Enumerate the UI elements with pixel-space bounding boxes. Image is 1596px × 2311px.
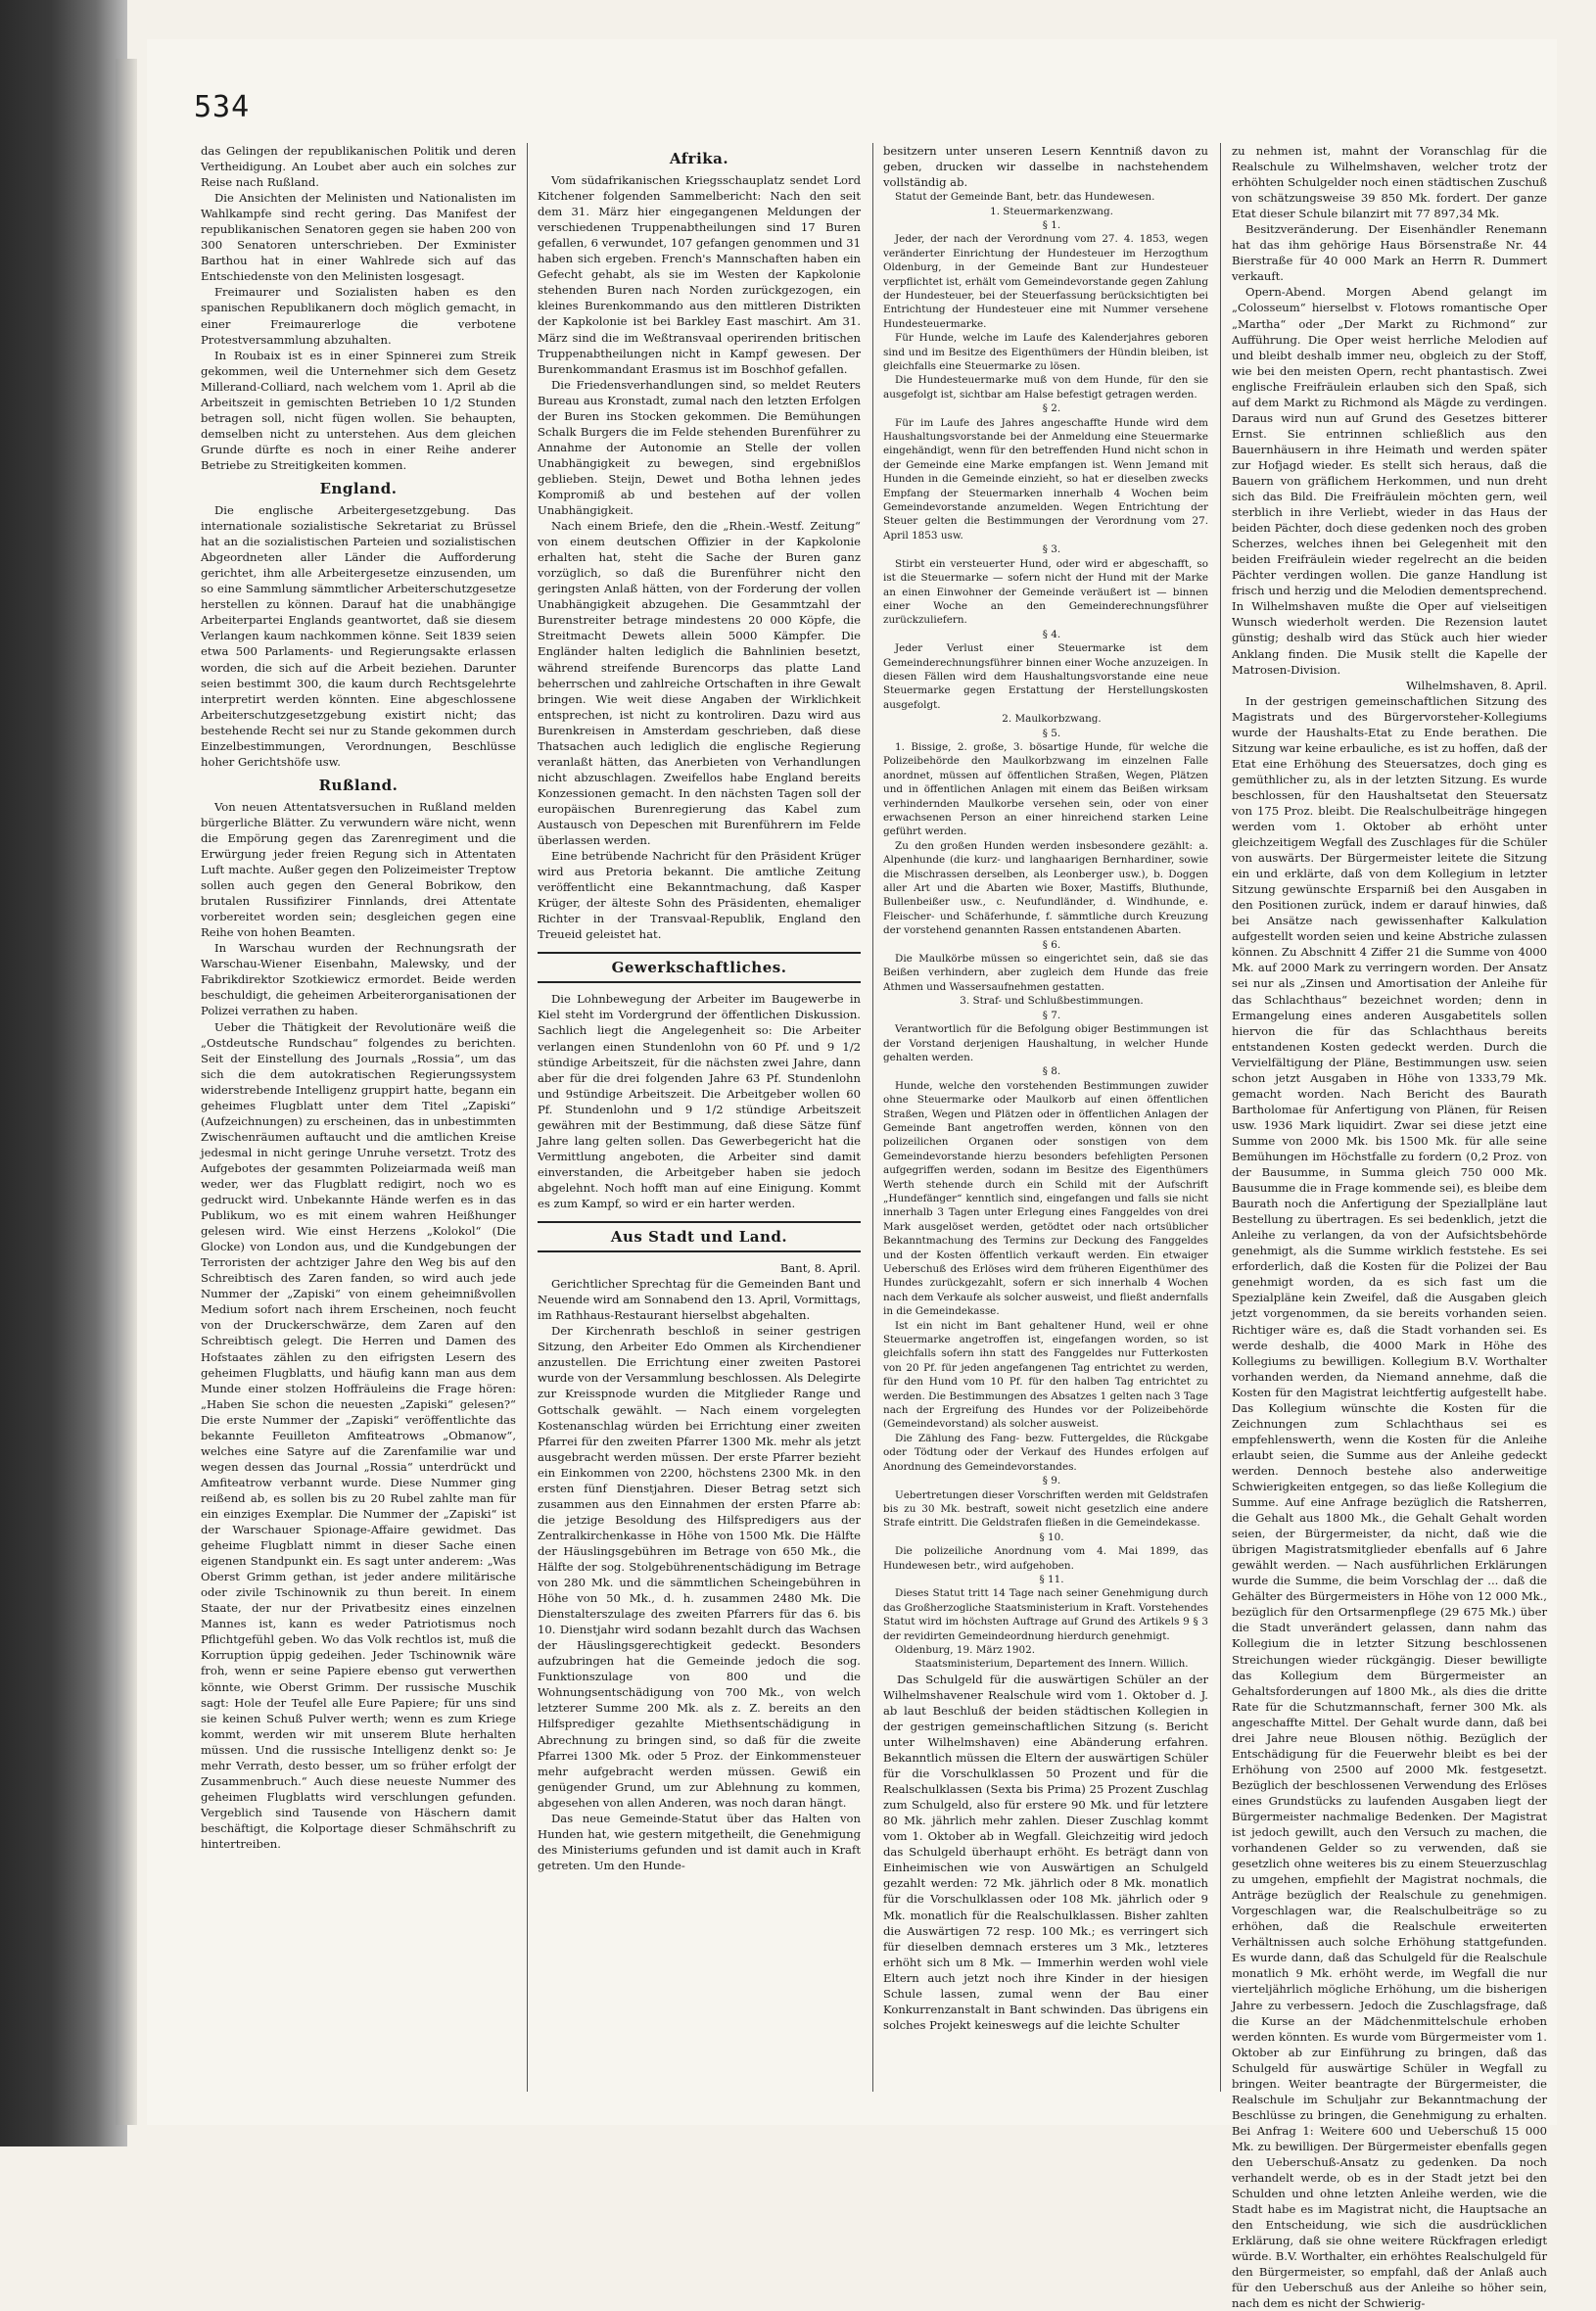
- statute-paragraph: 1. Bissige, 2. große, 3. bösartige Hunde, für welche die Polizeibehörde den Maulkorbzwang im einzelnen Falle anordnet, müssen auf öffentlichen Straßen, Wegen, Plätzen und in öffentlichen Anlagen mit einem das Beißen wirksam verhindernden Maulkorbe versehen sein, oder von einer erwachsenen Person an einer hinreichend starken Leine geführt werden.: [883, 740, 1208, 838]
- article-paragraph: Die englische Arbeitergesetzgebung. Das internationale sozialistische Sekretariat zu Brüssel hat an die sozialistischen Parteien und sozialistischen Abgeordneten aller Länder die Aufforderung gerichtet, ihm alle Arbeitergesetze einzusenden, um so eine Sammlung sämmtlicher Arbeiterschutzgesetze herstellen zu können. Darauf hat die unabhängige Arbeiterpartei Englands geantwortet, daß sie diesem Verlangen kaum nachkommen könne. Seit 1839 seien etwa 500 Parlaments- und Regierungsakte erlassen worden, die sich auf die Arbeit beziehen. Darunter seien bestimmt 300, die kaum durch Rechtsgelehrte interpretirt werden könnten. Eine abgeschlossene Arbeiterschutzgesetzgebung existirt nicht; das bestehende Recht sei nur zu Stande gekommen durch Einzelbestimmungen, Verordnungen, Beschlüsse hoher Gerichtshöfe usw.: [201, 503, 516, 769]
- article-paragraph: das Gelingen der republikanischen Politik und deren Vertheidigung. An Loubet aber auch ein solches zur Reise nach Rußland.: [201, 144, 516, 190]
- statute-heading: 3. Straf- und Schlußbestimmungen.: [960, 995, 1144, 1008]
- article-paragraph: Die Lohnbewegung der Arbeiter im Baugewerbe in Kiel steht im Vordergrund der öffentlichen Diskussion. Sachlich liegt die Angelegenheit so: Die Arbeiter verlangen einen Stundenlohn von 60 Pf. und 9 1/2 stündige Arbeitszeit, für die nächsten zwei Jahre, dann aber für die drei folgenden Jahre 63 Pf. Stundenlohn und 9stündige Arbeitszeit. Die Arbeitgeber wollen 60 Pf. Stundenlohn und 9 1/2 stündige Arbeitszeit gewähren mit der Bestimmung, daß diese Sätze fünf Jahre lang gelten sollen. Das Gewerbegericht hat die Vermittlung angeboten, die Arbeiter sind damit einverstanden, die Arbeitgeber haben sie jedoch abgelehnt. Noch hofft man auf eine Einigung. Kommt es zum Kampf, so wird er ein harter werden.: [538, 992, 861, 1210]
- column-rule: [872, 143, 873, 2092]
- statute-heading: Staatsministerium, Departement des Innern. Willich.: [915, 1658, 1189, 1671]
- section-heading: Gewerkschaftliches.: [611, 959, 787, 977]
- statute-heading: § 1.: [1042, 218, 1061, 231]
- page-number: 534: [194, 90, 251, 124]
- statute-paragraph: Hunde, welche den vorstehenden Bestimmungen zuwider ohne Steuermarke oder Maulkorb auf einen öffentlichen Straßen, Wegen und Plätzen oder in öffentlichen Anlagen der Gemeinde Bant angetroffen werden, können von den polizeilichen Organen oder sonstigen von dem Gemeindevorstande hierzu besonders befehligten Personen aufgegriffen werden, sodann im Besitze des Eigenthümers Werth stehende durch ein Schild mit der Aufschrift „Hundefänger“ kenntlich sind, eingefangen und falls sie nicht innerhalb 3 Tagen unter Erlegung eines Fanggeldes von drei Mark ausgelöset werden, getödtet oder nach ortsüblicher Bekanntmachung des Termins zur Deckung des Fanggeldes und der Kosten öffentlich verkauft werden. Ein etwaiger Ueberschuß des Erlöses wird dem früheren Eigenthümer des Hundes zurückgezahlt, sofern er sich innerhalb 4 Wochen nach dem Verkaufe als solcher ausweist, und fließt andernfalls in die Gemeindekasse.: [883, 1079, 1208, 1318]
- statute-paragraph: Die Hundesteuermarke muß von dem Hunde, für den sie ausgefolgt ist, sichtbar am Halse befestigt getragen werden.: [883, 374, 1208, 401]
- statute-paragraph: Jeder, der nach der Verordnung vom 27. 4. 1853, wegen veränderter Einrichtung der Hundesteuer im Herzogthum Oldenburg, in der Gemeinde Bant zur Hundesteuer verpflichtet ist, erhält vom Gemeindevorstande gegen Zahlung der Hundesteuer, bei der Steuerfassung berücksichtigten bei Entrichtung der Hundesteuer eine mit Nummer versehene Hundesteuermarke.: [883, 233, 1208, 330]
- statute-paragraph: Stirbt ein versteuerter Hund, oder wird er abgeschafft, so ist die Steuermarke — sofern nicht der Hund mit der Marke an einen Einwohner der Gemeinde veräußert ist — binnen einer Woche an den Gemeinderechnungsführer zurückzuliefern.: [883, 557, 1208, 627]
- statute-paragraph: Dieses Statut tritt 14 Tage nach seiner Genehmigung durch das Großherzogliche Staatsministerium in Kraft. Vorstehendes Statut wird im höchsten Auftrage auf Grund des Artikels 9 § 3 der revidirten Gemeindeordnung hierdurch genehmigt.: [883, 1587, 1208, 1642]
- newspaper-page: [147, 39, 1557, 2311]
- article-paragraph: Gerichtlicher Sprechtag für die Gemeinden Bant und Neuende wird am Sonnabend den 13. April, Vormittags, im Rathhaus-Restaurant hierselbst abgehalten.: [538, 1277, 861, 1323]
- book-binding: [0, 0, 127, 2146]
- article-paragraph: Das neue Gemeinde-Statut über das Halten von Hunden hat, wie gestern mitgetheilt, die Genehmigung des Ministeriums gefunden und ist damit auch in Kraft getreten. Um den Hunde-: [538, 1811, 861, 1872]
- section-header-box: [538, 1221, 861, 1252]
- section-heading: Afrika.: [669, 150, 729, 167]
- statute-heading: § 4.: [1042, 628, 1061, 640]
- column-rule: [527, 143, 528, 2092]
- dateline: Wilhelmshaven, 8. April.: [1406, 678, 1547, 692]
- statute-heading: 1. Steuermarkenzwang.: [990, 205, 1113, 217]
- article-paragraph: Die Friedensverhandlungen sind, so meldet Reuters Bureau aus Kronstadt, zumal nach den letzten Erfolgen der Buren ins Stocken gekommen. Die Bemühungen Schalk Burgers die im Felde stehenden Burenführer zu Annahme der Autonomie an Stelle der vollen Unabhängigkeit zu bewegen, sind ergebnißlos geblieben. Steijn, Dewet und Botha lehnen jedes Kompromiß ab und bestehen auf der vollen Unabhängigkeit.: [538, 377, 861, 518]
- statute-block: [883, 190, 1208, 1672]
- article-paragraph: Nach einem Briefe, den die „Rhein.-Westf. Zeitung“ von einem deutschen Offizier in der Kapkolonie erhalten hat, steht die Sache der Buren ganz vorzüglich, so daß die Burenführer nicht den geringsten Anlaß hätten, von der Forderung der vollen Unabhängigkeit abzugehen. Die Gesammtzahl der Burenstreiter betrage mindestens 20 000 Köpfe, die Streitmacht Dewets allein 5000 Kämpfer. Die Engländer halten lediglich die Bahnlinien besetzt, während streifende Burencorps das platte Land beherrschen und zahlreiche Ortschaften in ihre Gewalt bringen. Wie weit diese Angaben der Wirklichkeit entsprechen, ist nicht zu kontroliren. Dazu wird aus Burenkreisen in Amsterdam geschrieben, daß diese Thatsachen auch lediglich die englische Regierung veranlaßt hätten, das Anerbieten von Verhandlungen nicht abzuschlagen. Zweifellos habe England bereits Konzessionen gemacht. In den nächsten Tagen soll der europäischen Burenregierung das Kabel zum Austausch von Depeschen mit Burenführern im Felde überlassen werden.: [538, 519, 861, 848]
- statute-paragraph: Oldenburg, 19. März 1902.: [895, 1643, 1036, 1656]
- article-paragraph: Ueber die Thätigkeit der Revolutionäre weiß die „Ostdeutsche Rundschau“ folgendes zu berichten. Seit der Einstellung des Journals „Rossia“, um das sich die dem autokratischen Regierungssystem widerstrebende Intelligenz gruppirt hatte, begann ein geheimes Flugblatt unter dem Titel „Zapiski“ (Aufzeichnungen) zu erscheinen, das in unbestimmten Zwischenräumen auftaucht und die amtlichen Kreise jedesmal in nicht geringe Unruhe versetzt. Trotz des Aufgebotes der gesammten Polizeiarmada weiß man weder, wer das Flugblatt redigirt, noch wo es gedruckt wird. Unbekannte Hände werfen es in das Publikum, wo es mit einem wahren Heißhunger gelesen wird. Wie einst Herzens „Kolokol“ (Die Glocke) von London aus, und die Kundgebungen der Terroristen der achtziger Jahre den Weg bis auf den Schreibtisch des Zaren fanden, so wird auch jede Nummer der „Zapiski“ von einem geheimnißvollen Medium sofort nach ihrem Erscheinen, noch feucht von der Druckerschwärze, dem Zaren auf den Schreibtisch gelegt. Die Herren und Damen des Hofstaates zählen zu den eifrigsten Lesern des geheimen Flugblatts, und häufig kann man aus dem Munde einer stolzen Hoffräuleins die Frage hören: „Haben Sie schon die neuesten „Zapiski“ gelesen?“ Die erste Nummer der „Zapiski“ veröffentlichte das bekannte Feuilleton Amfiteatrows „Obmanow“, welches eine Satyre auf die Zarenfamilie war und wegen dessen das Journal „Rossia“ unterdrückt und Amfiteatrow verbannt wurde. Diese Nummer ging reißend ab, es sollen bis zu 20 Rubel zahlte man für ein einziges Exemplar. Die Nummer der „Zapiski“ ist der Warschauer Spionage-Affaire gewidmet. Das geheime Flugblatt nimmt in dieser Sache einen eigenen Standpunkt ein. Es sagt unter anderem: „Was Oberst Grimm gethan, ist jeder andere militärische oder zivile Tschinownik zu thun bereit. In einem Staate, der nur der Privatbesitz eines einzelnen Mannes ist, kann es weder Patriotismus noch Pflichtgefühl geben. Wo das Volk rechtlos ist, muß die Korruption üppig gedeihen. Jeder Tschinownik wäre froh, wenn er seine Papiere ebenso gut verwerthen könnte, wie Oberst Grimm. Der russische Muschik sagt: Hole der Teufel alle Eure Papiere; für uns sind sie keinen Schuß Pulver werth; wenn es zum Kriege kommt, werden wir mit unserem Blute herhalten müssen. Und die russische Intelligenz denkt so: Je mehr Verrath, desto besser, um so früher erfolgt der Zusammenbruch.“ Auch diese neueste Nummer des geheimen Flugblatts wird verschlungen gefunden. Vergeblich sind Tausende von Häschern damit beschäftigt, die Kolportage dieser Schmähschrift zu hintertreiben.: [201, 1019, 516, 1851]
- article-paragraph: Von neuen Attentatsversuchen in Rußland melden bürgerliche Blätter. Zu verwundern wäre nicht, wenn die Empörung gegen das Zarenregiment und die Erwürgung jeder freien Regung sich in Attentaten Luft machte. Außer gegen den Polizeimeister Treptow sollen auch gegen den General Bobrikow, den brutalen Russifizirer Finnlands, drei Attentate vorbereitet worden sein; desgleichen gegen eine Reihe von hohen Beamten.: [201, 799, 516, 940]
- statute-paragraph: Jeder Verlust einer Steuermarke ist dem Gemeinderechnungsführer binnen einer Woche anzuzeigen. In diesen Fällen wird dem Haushaltungsvorstande eine neue Steuermarke gegen Erstattung der Herstellungskosten ausgefolgt.: [883, 642, 1208, 711]
- article-paragraph: In der gestrigen gemeinschaftlichen Sitzung des Magistrats und des Bürgervorsteher-Kollegiums wurde der Haushalts-Etat zu Ende berathen. Die Sitzung war keine erbauliche, es ist zu hoffen, daß der Etat eine Erhöhung des Steuersatzes, doch ging es gemüthlicher zu, als in der letzten Sitzung. Es wurde beschlossen, für den Haushaltsetat den Steuersatz von 175 Proz. bleibt. Die Realschulbeiträge hingegen werden vom 1. Oktober ab erhöht unter gleichzeitigem Wegfall des Zuschlages für die Schüler von auswärts. Der Bürgermeister leitete die Sitzung ein und erklärte, daß von dem Kollegium in letzter Sitzung gewünschte Ersparniß bei den Ausgaben in den Positionen zurück, indem er darauf hinwies, daß bei Ansätze nach gewissenhafter Kalkulation aufgestellt worden seien und keine Abstriche zulassen können. Zu Abschnitt 4 Ziffer 21 die Summe von 4000 Mk. auf 2000 Mark zu verringern worden. Der Ansatz sei nur als „Zinsen und Amortisation der Anleihe für das Schlachthaus“ bezeichnet worden; denn in Ermangelung eines anderen Ausgabetitels sollen hiervon die für das Schlachthaus bereits entstandenen Kosten gedeckt werden. Durch die Vervielfältigung der Pläne, Bestimmungen usw. seien schon jetzt Ausgaben in Höhe von 1333,79 Mk. gemacht worden. Nach Bericht des Baurath Bartholomae für Anfertigung von Plänen, für Reisen usw. 1936 Mark liquidirt. Zwar sei diese jetzt eine Summe von 2000 Mk. bis 1500 Mk. für alle seine Bemühungen im Höchstfalle zu fordern (0,2 Proz. von der Bausumme, in Summa gleich 750 000 Mk. Bausumme die in Frage kommende sei), es bleibe dem Baurath noch die Anfertigung der Speziallpläne laut Bestellung zu übertragen. Es sei bedenklich, jetzt die Anleihe zu verlangen, da von der Aufsichtsbehörde genehmigt, als die Summe wirklich feststehe. Es sei erforderlich, daß die Kosten für die Polizei der Bau genehmigt worden, da es sich fast um die Spezialpläne kein Zweifel, daß die Ausgaben gleich jetzt vorgenommen, da sie bereits vorhanden seien. Richtiger wäre es, daß die Stadt vorhanden sei. Es werde deshalb, die 4000 Mark in Höhe des Kollegiums zu bewilligen. Kollegium B.V. Worthalter vorhanden werden, da Niemand annehme, daß die Kosten für den Magistrat leichtfertig aufgestellt habe. Das Kollegium wünschte die Kosten für die Zeichnungen zum Schlachthaus sei es empfehlenswerth, wenn die Kosten für die Anleihe erlaubt seien, die Summe aus der Anleihe gedeckt werden. Dennoch bestehe also anderweitige Schwierigkeiten entgegen, so das ließe Kollegium die Summe. Auf eine Anfrage bezüglich die Ratsherren, die Gehalt aus 1800 Mk., die Gehalt Gehalt worden seien, der Bürgermeister, da nicht, daß wie die übrigen Magistratsmitglieder ebenfalls auf 6 Jahre gewählt werden. — Nach ausführlichen Erklärungen wurde die Summe, die beim Vorschlag der ... daß die Gehälter des Bürgermeisters in Höhe von 12 000 Mk., bezüglich für den Ortsarmenpflege (29 675 Mk.) über die Stadt unverändert gelassen, dann nahm das Kollegium die in letzter Sitzung beschlossenen Streichungen wieder rückgängig. Dieser bewilligte das Kollegium dem Bürgermeister an Gehaltsforderungen auf 1800 Mk., als dies die dritte Rate für die Schutzmannschaft, ferner 300 Mk. als angeschaffte Mittel. Der Gehalt wurde dann, daß bei drei Jahre neue Blousen nöthig. Bezüglich der Entschädigung für die Feuerwehr bleibt es bei der Erhöhung von 2500 auf 2000 Mk. festgesetzt. Bezüglich der beschlossenen Verwendung des Erlöses eines Grundstücks zu laufenden Ausgaben liegt der Bürgermeister nachmalige Bedenken. Der Magistrat ist jedoch gewillt, auch den Versuch zu machen, die vorhandenen Gelder so zu verwenden, daß sie gesetzlich ohne weiteres bis zu einem Steuerzuschlag zu umgehen, empfiehlt der Magistrat nochmals, die Anträge bezüglich der Realschule zu genehmigen. Vorgeschlagen war, die Realschulbeiträge so zu erhöhen, daß die Realschule erweiterten Verhältnissen auch solche Erhöhung stattgefunden. Es wurde dann, daß das Schulgeld für die Realschule monatlich 9 Mk. erhöht werde, im Wegfall die nur vierteljährlich mögliche Erhöhung, um die bisherigen Jahre zu verbessern. Jedoch die Zuschlagsfrage, daß die Kurse an der Mädchenmittelschule erhoben werden könnten. Es wurde vom Bürgermeister vom 1. Oktober ab zur Einführung zu bringen, daß das Schulgeld für auswärtige Schüler in Wegfall zu bringen. Weiter beantragte der Bürgermeister, die Realschule im Schuljahr zur Bekanntmachung der Beschlüsse zu bringen, die Genehmigung zu erhalten. Bei Anfrag 1: Weitere 600 und Ueberschuß 15 000 Mk. zu bewilligen. Der Bürgermeister ebenfalls gegen den Ueberschuß-Ansatz zu gedenken. Da noch verhandelt werde, ob es in der Stadt jetzt bei den Schulden und ohne letzten Anleihe werden, wie die Stadt habe es im Magistrat nicht, die Hauptsache an den Entscheidung, wie sich die ausdrücklichen Erklärung, daß sie ohne weitere Rückfragen erledigt würde. B.V. Worthalter, ein erhöhtes Realschulgeld für den Bürgermeister, so empfahl, daß der Anlaß auch für den Ueberschuß aus der Anleihe so höher sein, nach dem es nicht der Schwierig-: [1232, 693, 1547, 2311]
- article-paragraph: Die Ansichten der Melinisten und Nationalisten im Wahlkampfe sind recht gering. Das Manifest der republikanischen Senatoren gegen sie haben 200 von 300 Senatoren unterschrieben. Der Exminister Barthou hat in einer Wahlrede sich auf das Entschiedenste von den Melinisten losgesagt.: [201, 191, 516, 284]
- statute-heading: § 9.: [1042, 1475, 1061, 1487]
- statute-heading: § 10.: [1039, 1531, 1064, 1543]
- dateline: Bant, 8. April.: [779, 1261, 861, 1276]
- binding-edge: [116, 59, 137, 2125]
- section-header-box: [538, 952, 861, 983]
- statute-paragraph: Verantwortlich für die Befolgung obiger Bestimmungen ist der Vorstand derjenigen Haushaltung, in welcher Hunde gehalten werden.: [883, 1023, 1208, 1063]
- statute-heading: § 2.: [1042, 402, 1061, 415]
- article-paragraph: Vom südafrikanischen Kriegsschauplatz sendet Lord Kitchener folgenden Sammelbericht: Nach den seit dem 31. März hier eingegangenen Meldungen der verschiedenen Truppenabtheilungen sind 17 Buren gefallen, 6 verwundet, 107 gefangen genommen und 31 haben sich ergeben. French's Mannschaften haben ein Gefecht gehabt, als sie im Westen der Kapkolonie stehenden Buren nach Norden zurückgezogen, ein kleines Burenkommando aus den mittleren Distrikten der Kapkolonie ist bei Barkley East maschirt. Am 31. März sind die im Weßtransvaal operirenden britischen Truppenabtheilungen nicht in Kampf gewesen. Der Burenkommandant Erasmus ist im Boschhof gefallen.: [538, 173, 861, 376]
- article-paragraph: Das Schulgeld für die auswärtigen Schüler an der Wilhelmshavener Realschule wird vom 1. Oktober d. J. ab laut Beschluß der beiden städtischen Kollegien in der gestrigen gemeinschaftlichen Sitzung (s. Bericht unter Wilhelmshaven) eine Abänderung erfahren. Bekanntlich müssen die Eltern der auswärtigen Schüler für die Vorschulklassen 50 Prozent und für die Realschulklassen (Sexta bis Prima) 25 Prozent Zuschlag zum Schulgeld, also für erstere 90 Mk. und für letztere 80 Mk. jährlich mehr zahlen. Dieser Zuschlag kommt vom 1. Oktober ab in Wegfall. Gleichzeitig wird jedoch das Schulgeld überhaupt erhöht. Es beträgt dann von Einheimischen wie von Auswärtigen an Schulgeld gezahlt werden: 72 Mk. jährlich oder 8 Mk. monatlich für die Vorschulklassen oder 108 Mk. jährlich oder 9 Mk. monatlich für die Realschulklassen. Bisher zahlten die Auswärtigen 72 resp. 100 Mk.; es verringert sich für dieselben demnach ersteres um 3 Mk., letzteres erhöht sich um 8 Mk. — Immerhin werden wohl viele Eltern auch jetzt noch ihre Kinder in der hiesigen Schule lassen, zumal wenn der Bau einer Konkurrenzanstalt in Bant schwinden. Das übrigens ein solches Projekt keineswegs auf die leichte Schulter: [883, 1672, 1208, 2032]
- article-paragraph: Der Kirchenrath beschloß in seiner gestrigen Sitzung, den Arbeiter Edo Ommen als Kirchendiener anzustellen. Die Errichtung einer zweiten Pastorei wurde von der Versammlung beschlossen. Als Delegirte zur Kreisspnode wurden die Mitglieder Range und Gottschalk gewählt. — Nach einem vorgelegten Kostenanschlag würden bei Errichtung einer zweiten Pfarrei für den zweiten Pfarrer 1300 Mk. mehr als jetzt ausgebracht werden müssen. Der erste Pfarrer bezieht ein Einkommen von 2200, höchstens 2300 Mk. in den ersten fünf Dienstjahren. Dieser Betrag setzt sich zusammen aus den Einnahmen der ersten Pfarre ab: die jetzige Besoldung des Hilfspredigers aus der Zentralkirchenkasse in Höhe von 1500 Mk. Die Hälfte der Häuslingsgebühren im Betrage von 650 Mk., die Hälfte der sog. Stolgebührenentschädigung im Betrage von 280 Mk. und die sämmtlichen Scheingebühren in Höhe von 50 Mk., d. h. zusammen 2480 Mk. Die Dienstalterszulage des zweiten Pfarrers für das 6. bis 10. Dienstjahr wird sodann bezahlt durch das Wachsen der Häuslingsgerechtigkeit gedeckt. Besonders aufzubringen hat die Gemeinde jedoch die sog. Funktionszulage von 800 und die Wohnungsentschädigung von 700 Mk., von welch letzterer Summe 200 Mk. als z. Z. bereits an den Hilfsprediger gezahlte Miethsentschädigung in Abrechnung zu bringen sind, so daß für die zweite Pfarrei 1300 Mk. oder 5 Proz. der Einkommensteuer mehr aufgebracht werden müssen. Gewiß ein genügender Grund, um zur Ablehnung zu kommen, abgesehen von allen Anderen, was noch daran hängt.: [538, 1324, 861, 1810]
- statute-paragraph: Für Hunde, welche im Laufe des Kalenderjahres geboren sind und im Besitze des Eigenthümers der Hündin bleiben, ist gleichfalls eine Steuermarke zu lösen.: [883, 332, 1208, 373]
- statute-heading: § 11.: [1039, 1573, 1064, 1585]
- statute-paragraph: Die Zählung des Fang- bezw. Futtergeldes, die Rückgabe oder Tödtung oder der Verkauf des Hundes erfolgen auf Anordnung des Gemeindevorstandes.: [883, 1432, 1208, 1473]
- article-paragraph: zu nehmen ist, mahnt der Voranschlag für die Realschule zu Wilhelmshaven, welcher trotz der erhöhten Schulgelder noch einen städtischen Zuschuß von schätzungsweise 39 850 Mk. fordert. Der ganze Etat dieser Schule bilanzirt mit 77 897,34 Mk.: [1232, 144, 1547, 221]
- article-paragraph: In Warschau wurden der Rechnungsrath der Warschau-Wiener Eisenbahn, Malewsky, und der Fabrikdirektor Szotkiewicz ermordet. Beide werden beschuldigt, die geheimen Arbeiterorganisationen der Polizei verrathen zu haben.: [201, 941, 516, 1018]
- article-paragraph: Opern-Abend. Morgen Abend gelangt im „Colosseum“ hierselbst v. Flotows romantische Oper „Martha“ oder „Der Markt zu Richmond“ zur Aufführung. Die Oper weist herrliche Melodien auf und bleibt deshalb immer neu, obgleich zu der Stoff, wie bei den meisten Opern, recht phantastisch. Zwei englische Freifräulein erlauben sich den Spaß, sich auf dem Markt zu Richmond als Mägde zu verdingen. Daraus wird nun auf Grund des Gesetzes bitterer Ernst. Sie entrinnen schließlich aus den Bauernhäusern in ihre Heimath und werden später zur Hofjagd wieder. Es stellt sich heraus, daß die Bauern von gräflichem Herkommen, und nun dreht sich das Bild. Die Freifräulein möchten gern, weil sterblich in ihre Verliebt, wieder in das Haus der beiden Pächter, doch diese gedenken noch des groben Scherzes, welches ihnen bei Gelegenheit mit den beiden Freifräulein wieder regelrecht an die beiden Pächter verdingen wollen. Die ganze Handlung ist frisch und herzig und die Melodien dementsprechend. In Wilhelmshaven mußte die Oper auf vielseitigen Wunsch wiederholt werden. Die Rezension lautet günstig; deshalb wird das Stück auch hier wieder Anklang finden. Die Musik stellt die Kapelle der Matrosen-Division.: [1232, 285, 1547, 677]
- statute-paragraph: Ist ein nicht im Bant gehaltener Hund, weil er ohne Steuermarke angetroffen ist, eingefangen worden, so ist gleichfalls sofern ihn statt des Fanggeldes nur Futterkosten von 20 Pf. für jeden angefangenen Tag entrichtet zu werden, für den Hund vom 10 Pf. für den halben Tag entrichtet zu werden. Die Bestimmungen des Absatzes 1 gelten nach 3 Tage nach der Ergreifung des Hundes vor der Polizeibehörde (Gemeindevorstand) als solcher ausweist.: [883, 1319, 1208, 1431]
- statute-paragraph: Statut der Gemeinde Bant, betr. das Hundewesen.: [895, 191, 1155, 204]
- statute-paragraph: Zu den großen Hunden werden insbesondere gezählt: a. Alpenhunde (die kurz- und langhaarigen Bernhardiner, sowie die Mischrassen derselben, als Leonberger usw.), b. Doggen aller Art und die Abarten wie Boxer, Mastiffs, Bluthunde, Bullenbeißer usw., c. Neufundländer, d. Windhunde, e. Fleischer- und Schäferhunde, f. sämmtliche durch Kreuzung der vorstehend genannten Rassen entstandenen Abarten.: [883, 839, 1208, 937]
- section-heading: England.: [319, 479, 398, 497]
- statute-heading: § 5.: [1042, 727, 1061, 739]
- column-3: [883, 143, 1208, 2092]
- statute-heading: § 7.: [1042, 1009, 1061, 1021]
- statute-heading: 2. Maulkorbzwang.: [1002, 713, 1102, 726]
- statute-heading: § 8.: [1042, 1065, 1061, 1078]
- article-paragraph: besitzern unter unseren Lesern Kenntniß davon zu geben, drucken wir dasselbe in nachstehendem vollständig ab.: [883, 144, 1208, 190]
- column-1: [201, 143, 516, 2092]
- section-heading: Aus Stadt und Land.: [610, 1228, 788, 1247]
- column-rule: [1220, 143, 1221, 2092]
- statute-heading: § 3.: [1042, 543, 1061, 556]
- article-paragraph: Freimaurer und Sozialisten haben es den spanischen Republikanern doch möglich gemacht, in einer Freimaurerloge die verbotene Protestversammlung abzuhalten.: [201, 285, 516, 347]
- statute-paragraph: Die Maulkörbe müssen so eingerichtet sein, daß sie das Beißen verhindern, aber zugleich dem Hunde das freie Athmen und Wassersaufnehmen gestatten.: [883, 953, 1208, 993]
- statute-paragraph: Die polizeiliche Anordnung vom 4. Mai 1899, das Hundewesen betr., wird aufgehoben.: [883, 1545, 1208, 1572]
- article-paragraph: Besitzveränderung. Der Eisenhändler Renemann hat das ihm gehörige Haus Börsenstraße Nr. 44 Bierstraße für 40 000 Mark an Herrn R. Dummert verkauft.: [1232, 222, 1547, 284]
- statute-heading: § 6.: [1042, 938, 1061, 951]
- section-heading: Rußland.: [318, 776, 399, 794]
- statute-paragraph: Für im Laufe des Jahres angeschaffte Hunde wird dem Haushaltungsvorstande bei der Anmeldung eine Steuermarke eingehändigt, wenn für den betreffenden Hund nicht schon in der Gemeinde eine Marke empfangen ist. Wenn Jemand mit Hunden in die Gemeinde einzieht, so hat er dieselben zwecks Empfang der Steuermarken innerhalb 4 Wochen beim Gemeindevorstande anzumelden. Wegen Entrichtung der Steuer gelten die Bestimmungen der Verordnung vom 27. April 1853 usw.: [883, 416, 1208, 542]
- statute-paragraph: Uebertretungen dieser Vorschriften werden mit Geldstrafen bis zu 30 Mk. bestraft, soweit nicht gesetzlich eine andere Strafe eintritt. Die Geldstrafen fließen in die Gemeindekasse.: [883, 1488, 1208, 1530]
- article-paragraph: In Roubaix ist es in einer Spinnerei zum Streik gekommen, weil die Unternehmer sich dem Gesetz Millerand-Colliard, nach welchem vom 1. April ab die Arbeitszeit in gemischten Betrieben 10 1/2 Stunden betragen soll, nicht fügen wollen. Sie behaupten, demselben nicht zu unterstehen. Aus dem gleichen Grunde dürfte es noch in einer Reihe anderer Betriebe zu Streitigkeiten kommen.: [201, 348, 516, 472]
- article-paragraph: Eine betrübende Nachricht für den Präsident Krüger wird aus Pretoria bekannt. Die amtliche Zeitung veröffentlicht eine Bekanntmachung, daß Kasper Krüger, der älteste Sohn des Präsidenten, ehemaliger Richter in der Transvaal-Republik, England den Treueid geleistet hat.: [538, 849, 861, 942]
- column-4: [1232, 143, 1547, 2311]
- column-2: [538, 143, 861, 2092]
